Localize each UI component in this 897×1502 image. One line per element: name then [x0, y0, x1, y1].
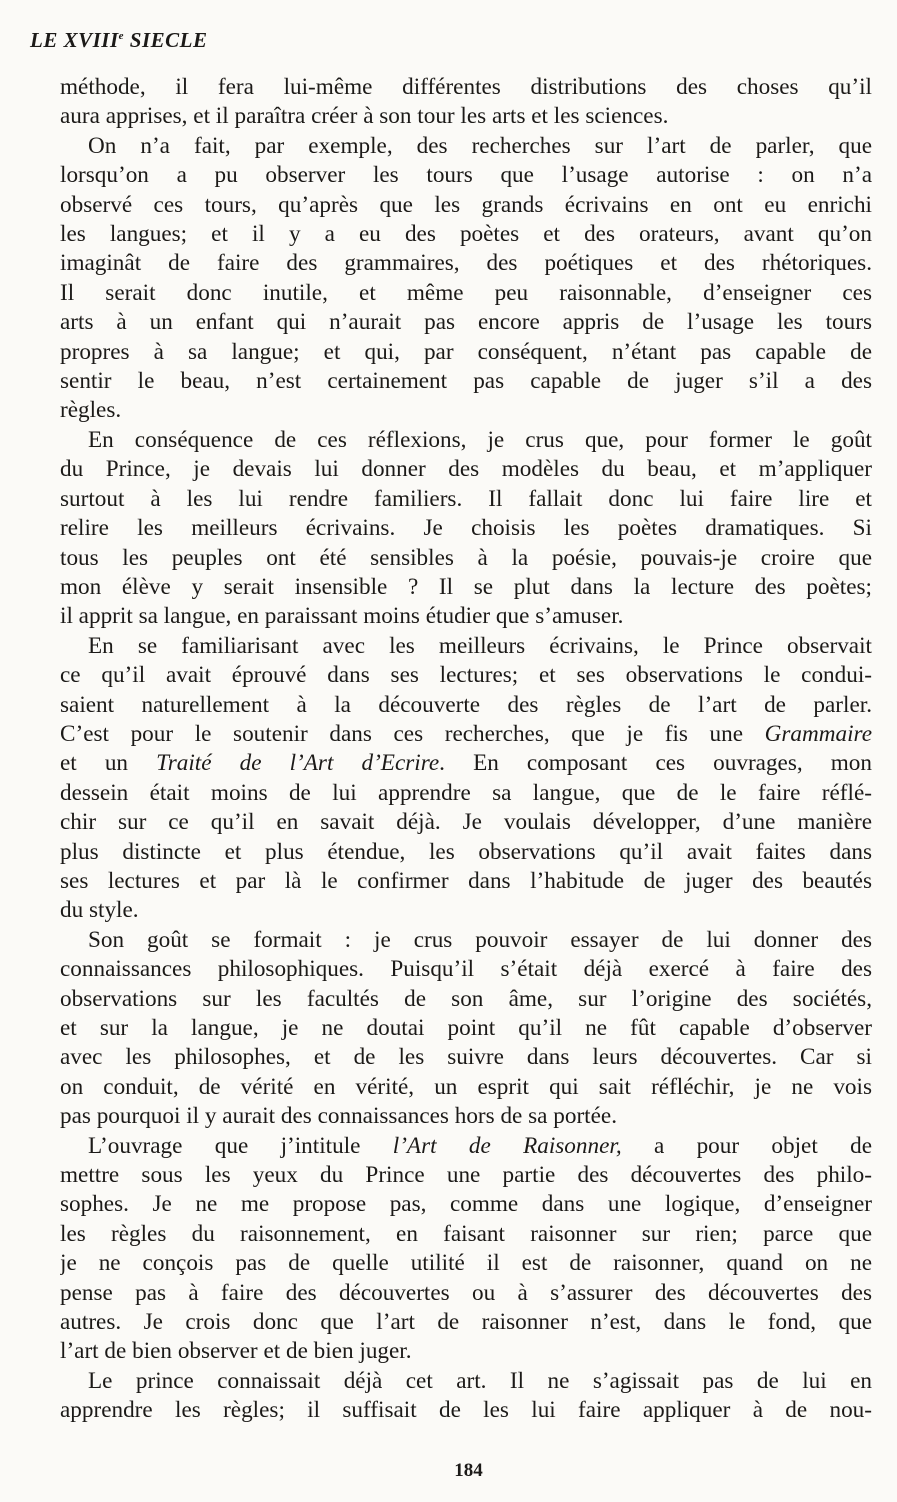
- text-segment: pas pourquoi il y aurait des connaissances hors de sa portée.: [60, 1103, 617, 1130]
- text-line: [60, 191, 872, 220]
- text-segment: les langues; et il y a eu des poètes et des orateurs, avant qu’on: [60, 221, 872, 248]
- text-segment: En conséquence de ces réflexions, je crus que, pour former le goût: [88, 426, 872, 453]
- text-segment: tous les peuples ont été sensibles à la poésie, pouvais-je croire que: [60, 544, 872, 571]
- text-segment: En se familiarisant avec les meilleurs écrivains, le Prince observait: [88, 632, 872, 659]
- text-segment: du Prince, je devais lui donner des modèles du beau, et m’appliquer: [60, 456, 872, 483]
- text-segment: plus distincte et plus étendue, les observations qu’il avait faites dans: [60, 838, 872, 865]
- text-line: [60, 838, 872, 867]
- italic-title: l’Art de Raisonner,: [392, 1132, 622, 1159]
- text-segment: mettre sous les yeux du Prince une partie des découvertes des philo-: [60, 1162, 872, 1189]
- paragraph: [60, 73, 872, 132]
- paragraph: [60, 632, 872, 926]
- text-segment: je ne conçois pas de quelle utilité il est de raisonner, quand on ne: [60, 1250, 872, 1277]
- text-line: [60, 132, 872, 161]
- text-segment: chir sur ce qu’il en savait déjà. Je voulais développer, d’une manière: [60, 809, 872, 836]
- text-segment: on conduit, de vérité en vérité, un esprit qui sait réfléchir, je ne vois: [60, 1073, 872, 1100]
- text-line: [60, 514, 872, 543]
- text-segment: L’ouvrage que j’intitule: [88, 1132, 393, 1159]
- text-line: [60, 1161, 872, 1190]
- text-segment: dessein était moins de lui apprendre sa langue, que de le faire réflé-: [60, 779, 872, 806]
- text-segment: l’art de bien observer et de bien juger.: [60, 1338, 412, 1365]
- text-line: [60, 1337, 872, 1366]
- text-segment: saient naturellement à la découverte des règles de l’art de parler.: [60, 691, 872, 718]
- text-segment: autres. Je crois donc que l’art de raisonner n’est, dans le fond, que: [60, 1309, 872, 1336]
- paragraph: [60, 132, 872, 426]
- text-line: [60, 1367, 872, 1396]
- text-segment: lorsqu’on a pu observer les tours que l’usage autorise : on n’a: [60, 162, 872, 189]
- text-line: [60, 1396, 872, 1425]
- text-line: [60, 485, 872, 514]
- running-head: [30, 28, 207, 53]
- text-line: [60, 249, 872, 278]
- paragraph: [60, 1367, 872, 1426]
- text-segment: ses lectures et par là le confirmer dans l’habitude de juger des beautés: [60, 867, 872, 894]
- text-line: [60, 1073, 872, 1102]
- paragraph: [60, 926, 872, 1132]
- text-line: [60, 1249, 872, 1278]
- text-line: [60, 867, 872, 896]
- running-head-sup: e: [118, 30, 125, 42]
- text-line: [60, 308, 872, 337]
- text-segment: observations sur les facultés de son âme, sur l’origine des sociétés,: [60, 985, 872, 1012]
- body-text: [60, 73, 872, 1426]
- text-line: [60, 279, 872, 308]
- text-line: [60, 749, 872, 778]
- text-line: [60, 544, 872, 573]
- text-segment: ce qu’il avait éprouvé dans ses lectures; et ses observations le condui-: [60, 662, 872, 689]
- text-line: [60, 1190, 872, 1219]
- text-line: [60, 926, 872, 955]
- text-line: [60, 1220, 872, 1249]
- text-line: [60, 808, 872, 837]
- text-segment: Le prince connaissait déjà cet art. Il ne s’agissait pas de lui en: [88, 1367, 872, 1394]
- text-line: [60, 720, 872, 749]
- paragraph: [60, 1132, 872, 1367]
- text-segment: sentir le beau, n’est certainement pas capable de juger s’il a des: [60, 368, 872, 395]
- text-line: [60, 161, 872, 190]
- text-line: [60, 396, 872, 425]
- text-segment: il apprit sa langue, en paraissant moins étudier que s’amuser.: [60, 603, 624, 630]
- text-segment: C’est pour le soutenir dans ces recherches, que je fis une: [60, 720, 765, 747]
- text-line: [60, 661, 872, 690]
- text-line: [60, 426, 872, 455]
- text-line: [60, 1102, 872, 1131]
- paragraph: [60, 426, 872, 632]
- text-segment: relire les meilleurs écrivains. Je choisis les poètes dramatiques. Si: [60, 515, 872, 542]
- text-segment: arts à un enfant qui n’aurait pas encore appris de l’usage les tours: [60, 309, 872, 336]
- text-segment: et un: [60, 750, 157, 777]
- text-segment: et sur la langue, je ne doutai point qu’il ne fût capable d’observer: [60, 1015, 872, 1041]
- text-segment: a pour objet de: [621, 1132, 872, 1159]
- text-line: [60, 1132, 872, 1161]
- text-segment: connaissances philosophiques. Puisqu’il s’était déjà exercé à faire des: [60, 956, 872, 983]
- text-line: [60, 338, 872, 367]
- running-head-post: SIECLE: [124, 28, 208, 52]
- text-segment: méthode, il fera lui-même différentes distributions des choses qu’il: [60, 74, 872, 100]
- text-segment: pense pas à faire des découvertes ou à s’assurer des découvertes des: [60, 1279, 872, 1306]
- text-segment: observé ces tours, qu’après que les grands écrivains en ont eu enrichi: [60, 191, 872, 218]
- text-line: [60, 779, 872, 808]
- text-line: [60, 985, 872, 1014]
- text-line: [60, 691, 872, 720]
- page-number: 184: [454, 1460, 483, 1481]
- text-line: [60, 220, 872, 249]
- text-line: [60, 573, 872, 602]
- text-line: [60, 1308, 872, 1337]
- text-segment: propres à sa langue; et qui, par conséquent, n’étant pas capable de: [60, 338, 872, 365]
- text-line: [60, 367, 872, 396]
- text-line: [60, 955, 872, 984]
- text-line: [60, 896, 872, 925]
- italic-title: Grammaire: [764, 720, 872, 747]
- text-line: [60, 602, 872, 631]
- text-segment: avec les philosophes, et de les suivre dans leurs découvertes. Car si: [60, 1044, 872, 1071]
- text-segment: On n’a fait, par exemple, des recherches sur l’art de parler, que: [88, 132, 872, 159]
- text-segment: imaginât de faire des grammaires, des poétiques et des rhétoriques.: [60, 250, 872, 277]
- text-line: [60, 1279, 872, 1308]
- text-line: [60, 1014, 872, 1043]
- text-line: [60, 632, 872, 661]
- text-segment: . En composant ces ouvrages, mon: [439, 750, 872, 777]
- text-segment: mon élève y serait insensible ? Il se plut dans la lecture des poètes;: [60, 573, 872, 600]
- text-segment: Son goût se formait : je crus pouvoir essayer de lui donner des: [88, 926, 872, 953]
- text-segment: Il serait donc inutile, et même peu raisonnable, d’enseigner ces: [60, 279, 872, 306]
- text-segment: sophes. Je ne me propose pas, comme dans une logique, d’enseigner: [60, 1191, 872, 1218]
- text-segment: aura apprises, et il paraîtra créer à son tour les arts et les sciences.: [60, 103, 669, 130]
- text-segment: règles.: [60, 397, 122, 424]
- text-segment: surtout à les lui rendre familiers. Il fallait donc lui faire lire et: [60, 485, 872, 512]
- text-line: [60, 102, 872, 131]
- text-line: [60, 455, 872, 484]
- text-segment: apprendre les règles; il suffisait de les lui faire appliquer à de nou-: [60, 1397, 872, 1424]
- text-segment: les règles du raisonnement, en faisant raisonner sur rien; parce que: [60, 1220, 872, 1247]
- text-segment: du style.: [60, 897, 139, 924]
- text-line: [60, 73, 872, 102]
- italic-title: Traité de l’Art d’Ecrire: [156, 750, 440, 777]
- running-head-pre: LE XVIII: [30, 28, 119, 52]
- text-line: [60, 1043, 872, 1072]
